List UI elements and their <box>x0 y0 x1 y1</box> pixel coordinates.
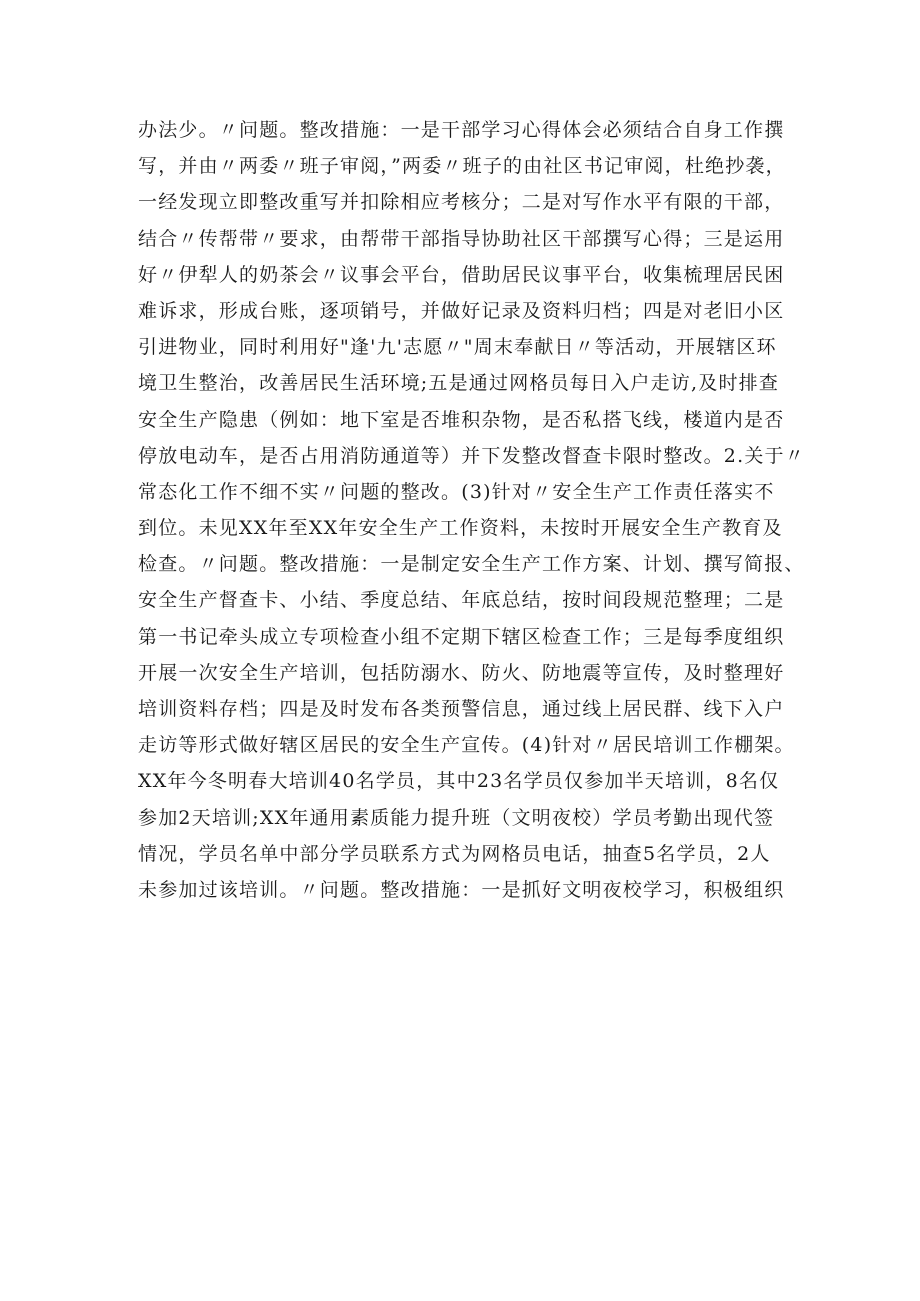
text-line: 参加2天培训;XX年通用素质能力提升班（文明夜校）学员考勤出现代签 <box>138 806 775 829</box>
text-line: 停放电动车，是否占用消防通道等）并下发整改督查卡限时整改。2.关于〃 <box>138 444 805 467</box>
text-line: 情况，学员名单中部分学员联系方式为网格员电话，抽查5名学员，2人 <box>138 842 771 865</box>
text-line: 培训资料存档；四是及时发布各类预警信息，通过线上居民群、线下入户 <box>138 698 785 720</box>
text-line: 写，并由〃两委〃班子审阅，”两委〃班子的由社区书记审阅，杜绝抄袭， <box>138 155 786 178</box>
body-text <box>138 112 810 908</box>
text-line: 安全生产督查卡、小结、季度总结、年底总结，按时间段规范整理；二是 <box>138 589 785 612</box>
text-line: 检查。〃问题。整改措施：一是制定安全生产工作方案、计划、撰写简报、 <box>138 553 805 576</box>
text-line: 开展一次安全生产培训，包括防溺水、防火、防地震等宣传，及时整理好 <box>138 661 785 684</box>
text-line: 安全生产隐患（例如：地下室是否堆积杂物，是否私搭飞线，楼道内是否 <box>138 408 785 431</box>
text-line: 常态化工作不细不实〃问题的整改。(3)针对〃安全生产工作责任落实不 <box>138 480 775 503</box>
text-line: 第一书记牵头成立专项检查小组不定期下辖区检查工作；三是每季度组织 <box>138 625 785 648</box>
text-line: 走访等形式做好辖区居民的安全生产宣传。(4)针对〃居民培训工作棚架。 <box>138 734 795 757</box>
text-line: 引进物业，同时利用好"逢'九'志愿〃"周末奉献日〃等活动，开展辖区环 <box>138 336 777 359</box>
text-line: XX年今冬明春大培训40名学员，其中23名学员仅参加半天培训，8名仅 <box>138 770 780 793</box>
text-line: 难诉求，形成台账，逐项销号，并做好记录及资料归档；四是对老旧小区 <box>138 299 785 322</box>
text-line: 一经发现立即整改重写并扣除相应考核分；二是对写作水平有限的干部， <box>138 191 785 214</box>
text-line: 办法少。〃问题。整改措施：一是干部学习心得体会必须结合自身工作撰 <box>138 119 785 141</box>
text-line: 到位。未见XX年至XX年安全生产工作资料，未按时开展安全生产教育及 <box>138 517 783 540</box>
text-line: 未参加过该培训。〃问题。整改措施：一是抓好文明夜校学习，积极组织 <box>138 878 785 901</box>
text-line: 境卫生整治，改善居民生活环境;五是通过网格员每日入户走访,及时排查 <box>138 372 780 395</box>
text-line: 结合〃传帮带〃要求，由帮带干部指导协助社区干部撰写心得；三是运用 <box>138 227 785 250</box>
text-line: 好〃伊犁人的奶茶会〃议事会平台，借助居民议事平台，收集梳理居民困 <box>138 263 785 286</box>
